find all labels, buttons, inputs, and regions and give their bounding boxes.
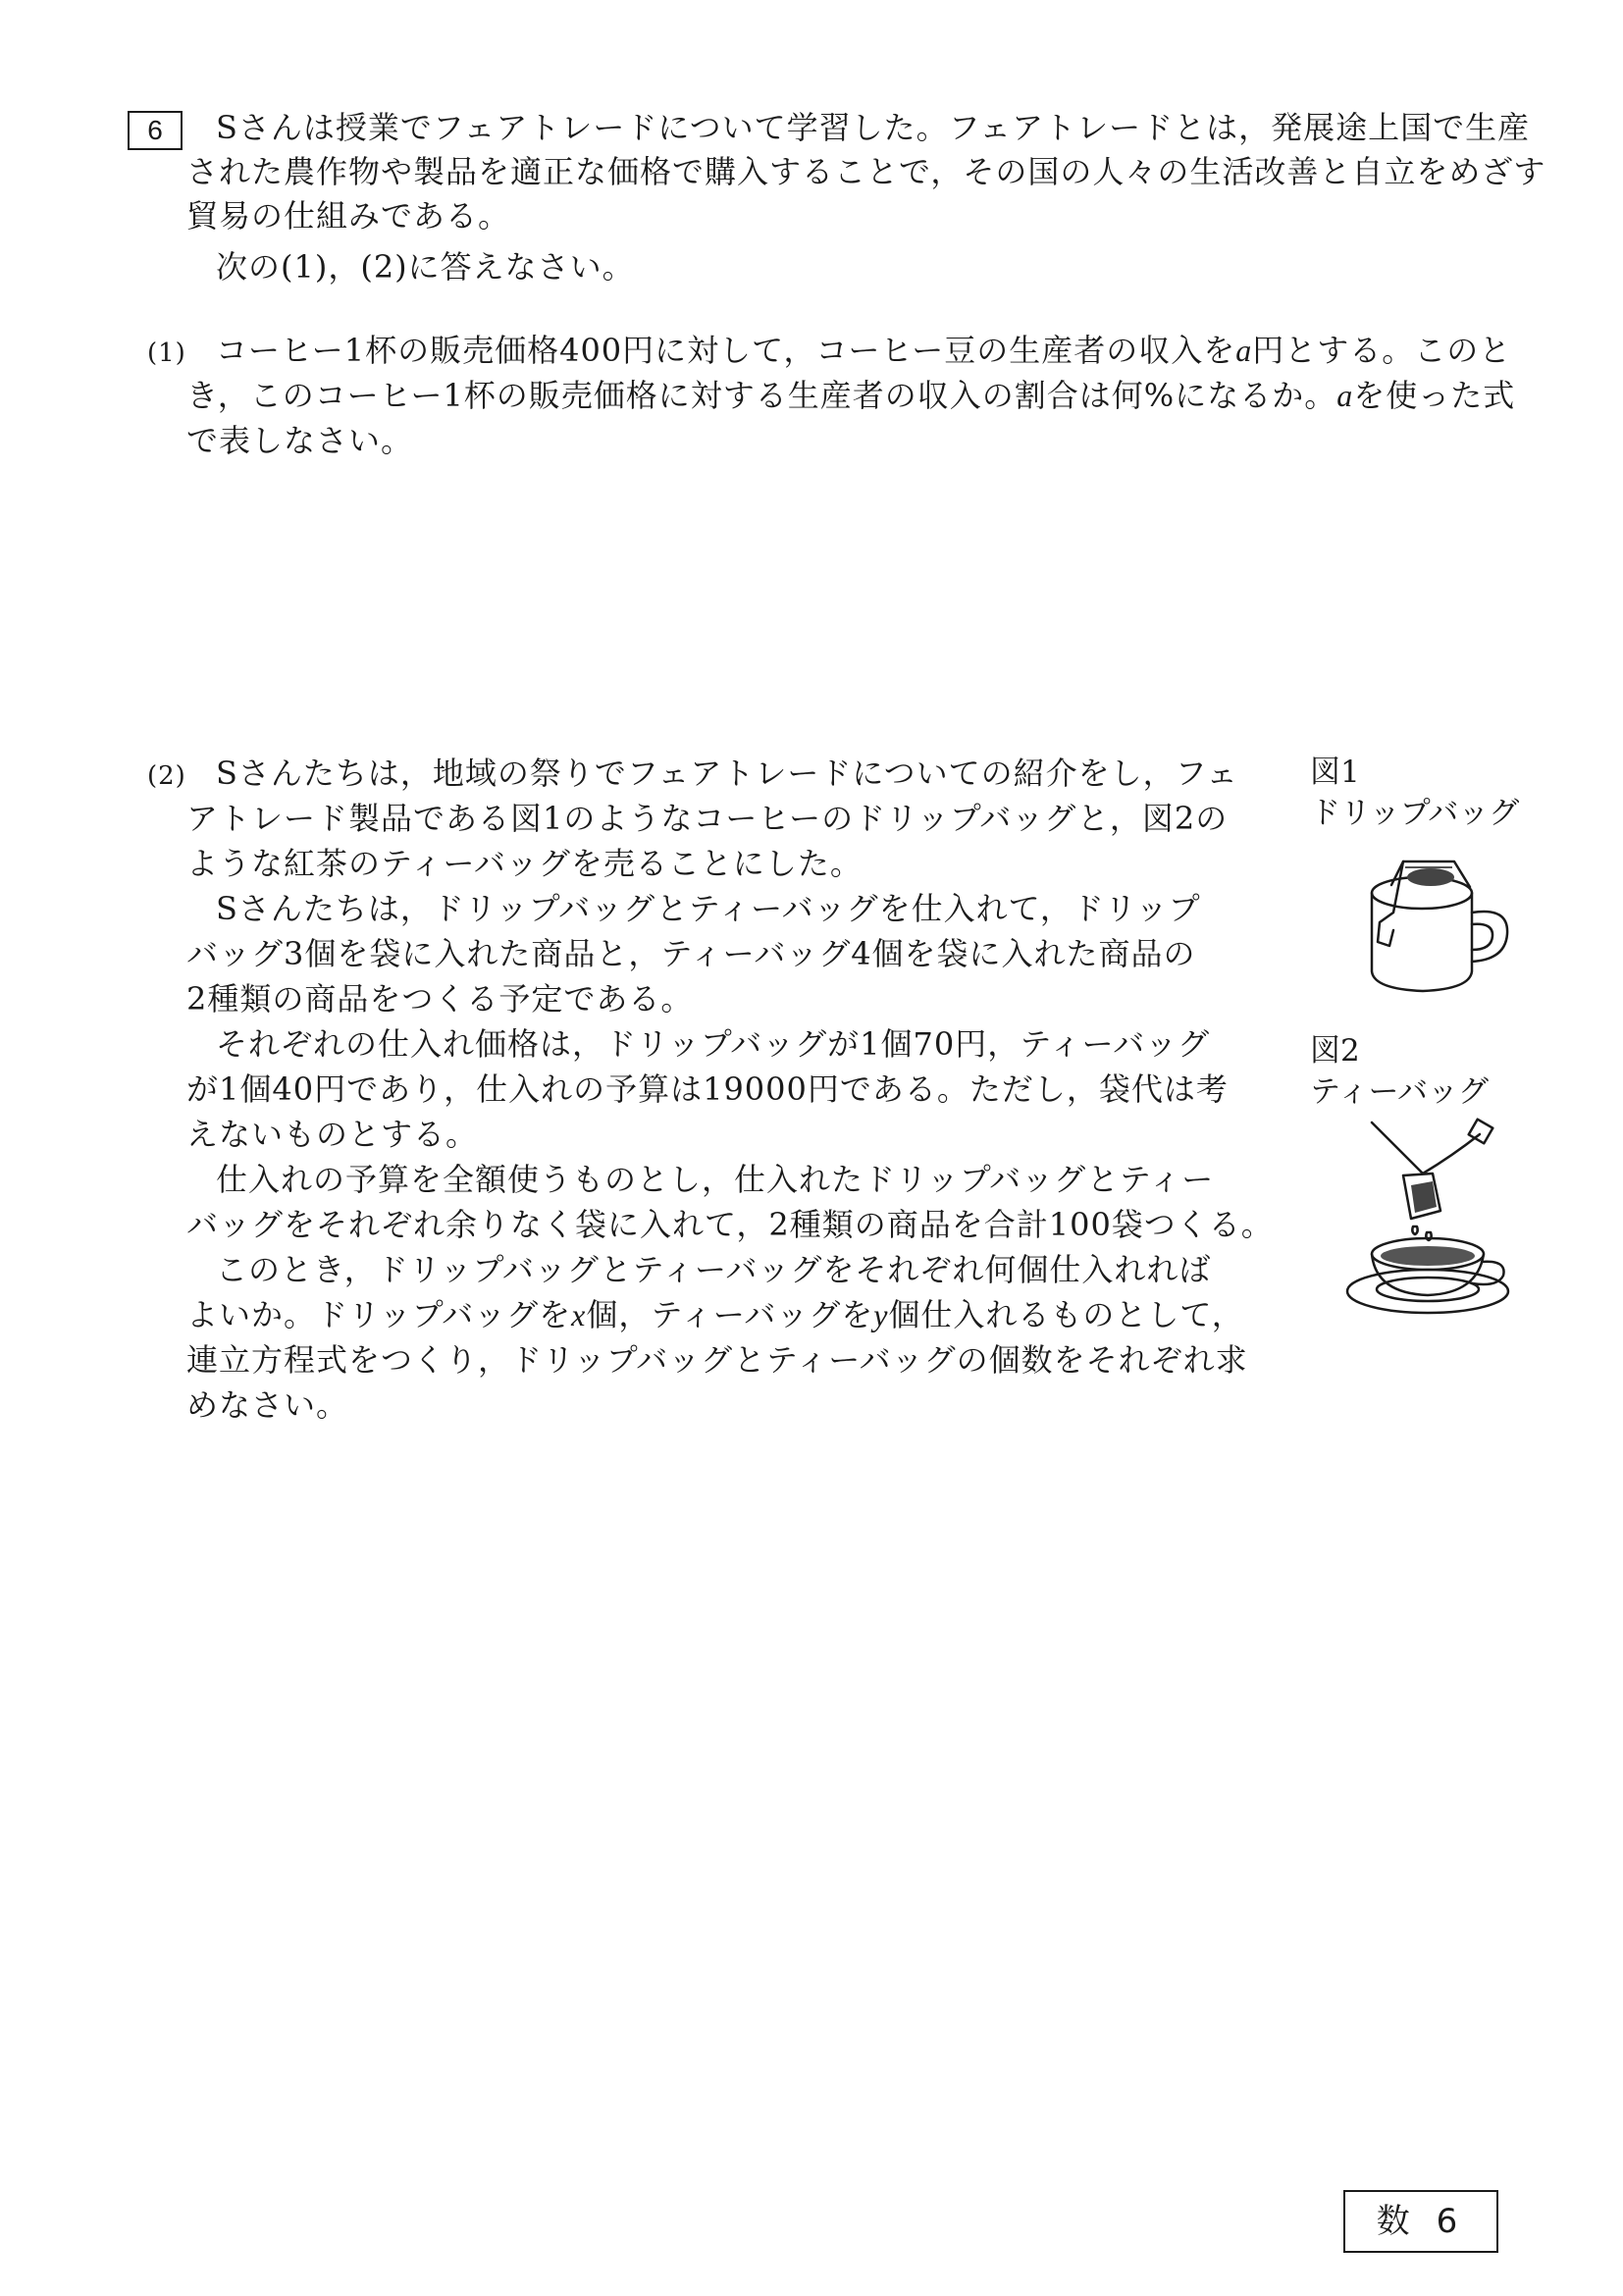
part2-line-9: えないものとする。 — [186, 1116, 479, 1153]
var-a-2: a — [1336, 378, 1354, 413]
intro-line-1: Sさんは授業でフェアトレードについて学習した。フェアトレードとは，発展途上国で生産 — [216, 109, 1531, 146]
part1-line-3: で表しなさい。 — [186, 422, 414, 459]
part2-line-2: アトレード製品である図1のようなコーヒーのドリップバッグと，図2の — [186, 800, 1229, 837]
page-label: 数 6 — [1343, 2190, 1498, 2253]
fig2-caption: ティーバッグ — [1310, 1074, 1489, 1110]
part2-line-4: Sさんたちは，ドリップバッグとティーバッグを仕入れて，ドリップ — [216, 890, 1201, 927]
part2-line-5: バッグ3個を袋に入れた商品と，ティーバッグ4個を袋に入れた商品の — [186, 935, 1196, 972]
part2-line-13 — [186, 1295, 1244, 1334]
var-y: y — [873, 1297, 889, 1332]
part1-line-2-text: き，このコーヒー1杯の販売価格に対する生産者の収入の割合は何%になるか。 — [186, 377, 1337, 414]
part1-line-1 — [216, 331, 1511, 370]
part2-line-15: めなさい。 — [186, 1386, 349, 1424]
part1-line-1-suffix: 円とする。このと — [1252, 332, 1512, 369]
tea-bag-illustration — [1335, 1117, 1521, 1323]
part2-line-12: このとき，ドリップバッグとティーバッグをそれぞれ何個仕入れれば — [216, 1251, 1212, 1288]
part2-line-8: が1個40円であり，仕入れの予算は19000円である。ただし，袋代は考 — [186, 1070, 1229, 1108]
part2-line-7: それぞれの仕入れ価格は，ドリップバッグが1個70円，ティーバッグ — [216, 1025, 1211, 1063]
var-a: a — [1235, 333, 1253, 368]
fig1-label: 図1 — [1310, 755, 1360, 790]
part1-line-1-text: コーヒー1杯の販売価格400円に対して，コーヒー豆の生産者の収入を — [216, 332, 1236, 369]
part2-line-3: ような紅茶のティーバッグを売ることにした。 — [186, 845, 863, 882]
fig2-label: 図2 — [1310, 1033, 1360, 1069]
var-x: x — [571, 1297, 587, 1332]
drip-bag-illustration — [1344, 844, 1521, 1001]
part1-line-2-suffix: を使った式 — [1353, 377, 1516, 414]
part2-line-14: 連立方程式をつくり，ドリップバッグとティーバッグの個数をそれぞれ求 — [186, 1341, 1248, 1379]
part2-line-13-a: よいか。ドリップバッグを — [186, 1296, 572, 1333]
part2-line-13-c: 個仕入れるものとして， — [888, 1296, 1244, 1333]
part2-label: (2) — [147, 761, 186, 791]
part2-line-1: Sさんたちは，地域の祭りでフェアトレードについての紹介をし，フェ — [216, 755, 1239, 792]
question-number: 6 — [128, 111, 183, 150]
part2-line-13-b: 個，ティーバッグを — [586, 1296, 874, 1333]
part2-line-6: 2種類の商品をつくる予定である。 — [186, 980, 694, 1018]
fig1-caption: ドリップバッグ — [1310, 796, 1520, 831]
intro-line-4: 次の(1)，(2)に答えなさい。 — [216, 248, 635, 286]
part1-label: (1) — [147, 339, 186, 368]
part2-line-11: バッグをそれぞれ余りなく袋に入れて，2種類の商品を合計100袋つくる。 — [186, 1206, 1274, 1243]
part2-line-10: 仕入れの予算を全額使うものとし，仕入れたドリップバッグとティー — [216, 1161, 1215, 1198]
part1-line-2 — [186, 376, 1515, 415]
intro-line-3: 貿易の仕組みである。 — [186, 197, 511, 235]
intro-line-2: された農作物や製品を適正な価格で購入することで，その国の人々の生活改善と自立をめざす — [186, 153, 1546, 190]
